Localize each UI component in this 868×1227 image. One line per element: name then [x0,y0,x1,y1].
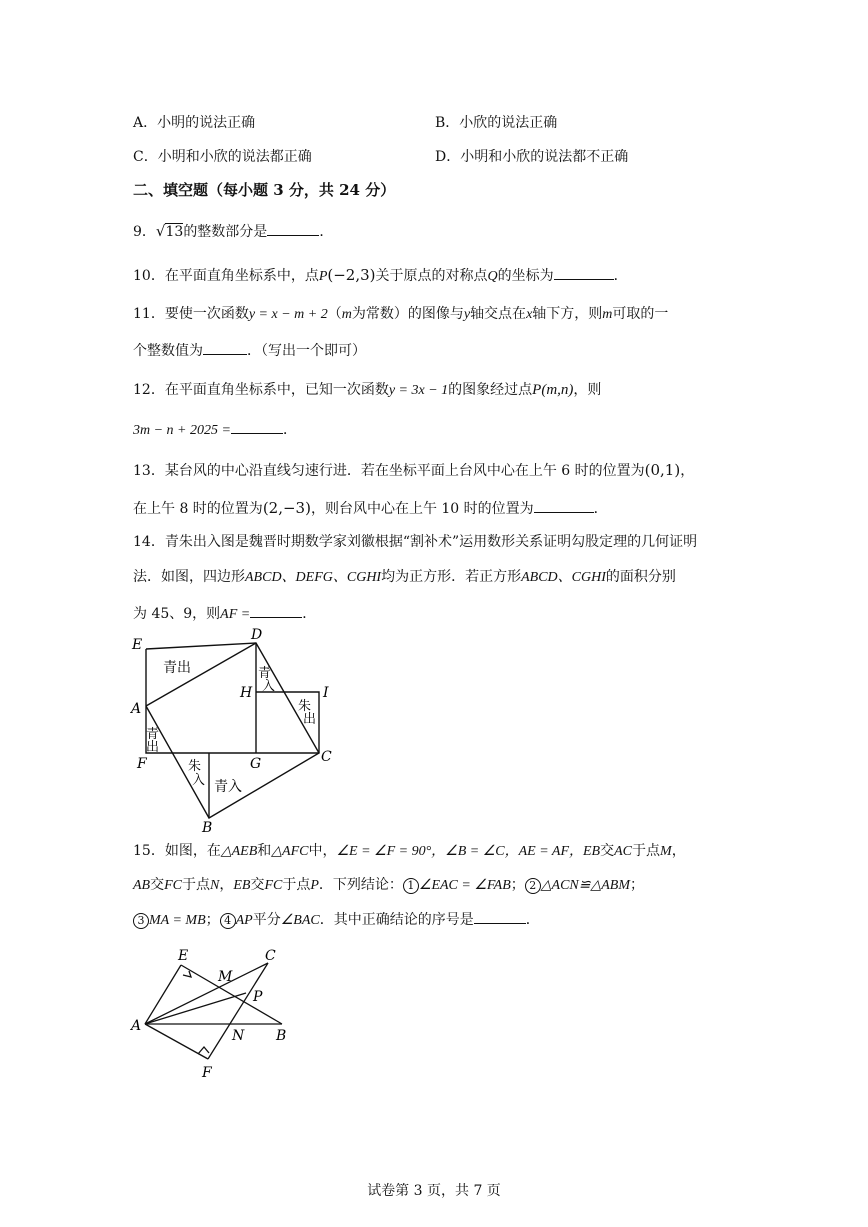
q15-c4a: AP [235,913,253,928]
fig14-label-g: G [250,756,262,772]
q10-coord: (−2,3) [327,266,376,284]
fig14-region-qingchu2-a: 青 [146,727,160,742]
fig14-label-h: H [240,685,253,701]
q11-m: m [341,307,352,322]
q15-conclusion-1: ∠EAC = ∠FAB [418,878,511,893]
q11-line2b: ．（写出一个即可） [247,343,366,359]
q11-y: y [463,307,471,322]
q12-point: P(m,n) [532,382,574,398]
q11-text-d: 轴交点在 [470,306,527,322]
fig15-label-m: M [218,969,233,985]
fig14-label-f: F [137,756,147,772]
q15-l2l: ．下列结论： [318,877,403,893]
q10-q: Q [487,269,498,284]
fig14-label-b: B [202,820,213,836]
q10-text-b: 关于原点的对称点 [375,268,488,284]
q10-text-a: 10．在平面直角坐标系中，点 [133,268,319,284]
fig15-label-p: P [253,989,263,1005]
q9-text: 的整数部分是 [183,224,268,240]
q15-text-c: 中， [308,843,337,859]
q15-l2h: 交 [250,877,265,893]
fig15-label-c: C [265,948,276,964]
q15-text-a: 15．如图，在 [133,843,221,859]
question-14-line1: 14．青朱出入图是魏晋时期数学家刘徽根据“割补术”运用数形关系证明勾股定理的几何证明 [133,534,698,550]
conclusion-1-marker: 1 [403,878,419,894]
q15-l2e: N [210,878,220,893]
q15-l2j: 于点 [282,877,311,893]
q15-text-d: 交 [600,843,615,859]
q14-line3a: 为 45、9，则 [133,606,221,622]
q14-line2c: 均为正方形．若正方形 [381,569,522,585]
q11-text-e: 轴下方，则 [532,306,603,322]
fig14-region-zhuchu-a: 朱 [298,699,312,714]
q13-text-a: 13．某台风的中心沿直线匀速行进．若在坐标平面上台风中心在上午 6 时的位置为 [133,463,645,479]
q10-text-c: 的坐标为 [497,268,554,284]
q15-l2g: EB [233,878,251,893]
q11-line2a: 个整数值为 [133,343,203,359]
q15-l2k: P [310,878,319,893]
conclusion-2-marker: 2 [525,878,541,894]
q15-tri1: △AEB [220,844,258,859]
q14-line3b: AF = [220,607,251,622]
conclusion-3-marker: 3 [133,913,149,929]
q15-sep3: ； [205,912,220,928]
right-angle-f [198,1047,209,1054]
q11-text-f: 可取的一 [612,306,669,322]
q15-l2b: 交 [150,877,165,893]
option-a: A．小明的说法正确 [133,115,256,131]
q10-point: P [318,269,328,284]
fig15-label-e: E [178,948,189,964]
q13-p2: (2,−3) [262,499,311,517]
sqrt-sign-icon: √ [155,222,166,240]
q15-l2d: 于点 [182,877,210,893]
fig14-region-qingru-b: 入 [262,679,276,694]
q15-l2i: FC [264,878,283,893]
q15-l2a: AB [133,878,151,893]
q15-c4b: 平分 [252,912,281,928]
q9-number: 9． [133,224,156,240]
q15-conclusion-3: MA = MB [149,913,206,928]
q15-conclusion-2: △ACN≌△ABM [540,878,631,893]
fig14-region-zhuru-a: 朱 [188,759,202,774]
fig14-region-qingru2: 青入 [214,779,242,795]
q12-expr: 3m − n + 2025 = [133,423,231,438]
q14-line2e: 的面积分别 [605,569,676,585]
q14-line2d: ABCD、CGHI [521,570,606,585]
q12-text-c: ，则 [573,382,602,398]
q11-func: y = x − m + 2 [248,307,328,322]
q11-x: x [526,307,533,322]
q15-m: M [660,844,672,859]
q14-line2a: 法．如图，四边形 [133,569,245,585]
fig14-region-zhuru-b: 入 [192,773,206,788]
q15-l2f: ， [219,877,234,893]
q15-end: ．其中正确结论的序号是 [319,912,474,928]
question-12-line2: 3m − n + 2025 = ． [133,419,297,441]
fig15-label-b: B [276,1028,287,1044]
q15-text-b: 和 [257,843,272,859]
fig14-label-a: A [131,701,142,717]
q15-sep1: ； [510,877,525,893]
q9-radicand: 13 [165,224,184,240]
q15-sep2: ； [630,877,645,893]
option-d: D．小明和小欣的说法都不正确 [435,149,629,165]
q15-text-f: ， [671,843,686,859]
q12-text-a: 12．在平面直角坐标系中，已知一次函数 [133,382,389,398]
q11-m2: m [602,307,613,322]
q12-func: y = 3x − 1 [388,383,449,398]
conclusion-4-marker: 4 [220,913,236,929]
question-13-line2: 在上午 8 时的位置为(2,−3)，则台风中心在上午 10 时的位置为 ． [133,499,608,517]
q15-l2c: FC [164,878,182,893]
section-title: 二、填空题（每小题 3 分，共 24 分） [133,181,396,199]
fig14-label-i: I [323,685,329,701]
fig14-region-qingchu: 青出 [163,660,191,676]
q15-text-e: 于点 [632,843,661,859]
question-14-line3: 为 45、9，则AF = ． [133,603,316,625]
q14-line2b: ABCD、DEFG、CGHI [245,570,382,585]
fig14-region-qingru-a: 青 [258,666,272,681]
fig14-region-qingchu2-b: 出 [146,740,160,755]
q11-text-c: 为常数）的图像与 [351,306,464,322]
q11-text-b: （ [327,306,342,322]
fig15-label-n: N [232,1028,245,1044]
fig14-region-zhuchu-b: 出 [303,712,317,727]
question-15-line3: 3 MA = MB； 4 AP平分∠BAC．其中正确结论的序号是 ． [133,909,540,931]
fig15-label-f: F [202,1065,212,1081]
fig14-label-c: C [321,749,332,765]
q11-text-a: 11．要使一次函数 [133,306,249,322]
right-angle-e [183,971,191,977]
fig15-label-a: A [131,1018,142,1034]
q15-cond: ∠E = ∠F = 90°，∠B = ∠C，AE = AF，EB [336,844,601,859]
q12-text-b: 的图象经过点 [448,382,533,398]
page-footer: 试卷第 3 页，共 7 页 [367,1183,501,1199]
option-c: C．小明和小欣的说法都正确 [133,149,312,165]
q13-text-c: ，则台风中心在上午 10 时的位置为 [310,501,534,517]
q15-c4c: ∠BAC [280,913,320,928]
question-10: 10．在平面直角坐标系中，点P(−2,3)关于原点的对称点Q的坐标为 ． [133,266,628,284]
question-13-line1: 13．某台风的中心沿直线匀速行进．若在坐标平面上台风中心在上午 6 时的位置为(0,1)， [133,461,695,479]
q15-ac: AC [614,844,633,859]
question-9: 9．√13的整数部分是 ． [133,222,334,240]
option-b: B．小欣的说法正确 [435,115,558,131]
q15-tri2: △AFC [271,844,309,859]
q13-text-b: 在上午 8 时的位置为 [133,501,263,517]
fig14-label-d: D [251,627,263,643]
fig14-label-e: E [132,637,143,653]
q13-p1: (0,1) [644,461,681,479]
